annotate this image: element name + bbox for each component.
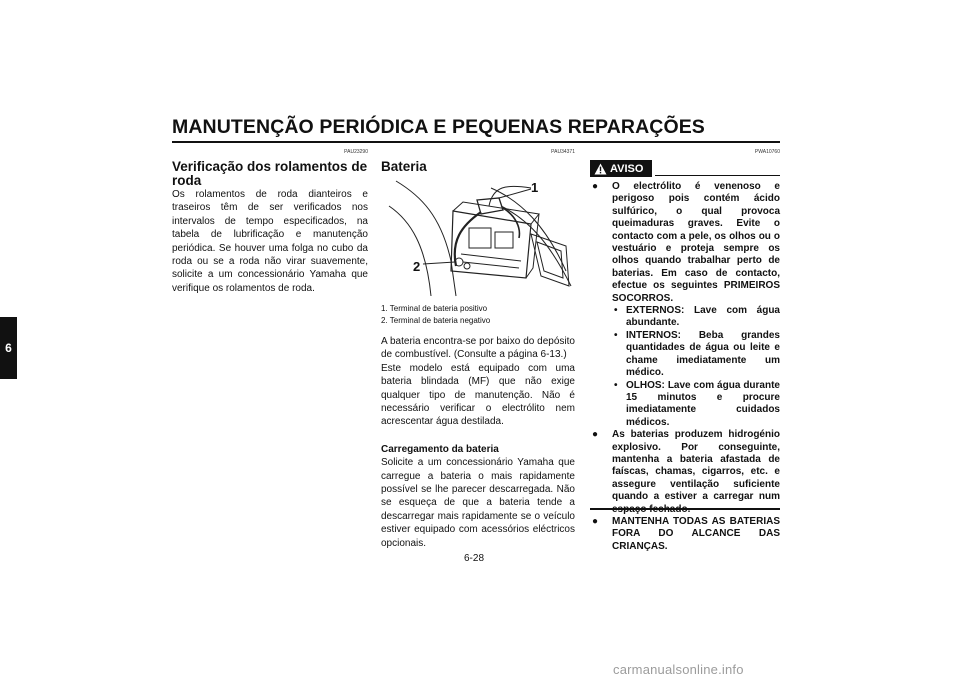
charging-heading: Carregamento da bateria [381,443,499,455]
warning-end-rule [590,508,780,510]
chapter-tab: 6 [0,317,17,379]
paragraph: A bateria encontra-se por baixo do depósito de combustível. (Consulte a página 6-13.) [381,336,575,361]
warning-item: ● As baterias produzem hidrogénio explosivo. Por conseguinte, mantenha a bateria afastada de faíscas, chamas, cigarros, etc. e assegure ventilação suficiente quando a estiver a carregar num [592,429,780,503]
bullet-icon: ● [592,181,599,192]
caption-item: 2. Terminal de bateria negativo [381,316,491,325]
warning-label [590,160,652,177]
warning-code: PWA10760 [754,149,780,155]
bullet-icon: ● [592,429,599,441]
page-title: MANUTENÇÃO PERIÓDICA E PEQUENAS REPARAÇÕES [172,116,705,138]
section-heading: Bateria [381,159,427,174]
warning-list [590,181,780,553]
section-body: Os rolamentos de roda dianteiros e traseiros têm de ser verificados nos intervalos de tempo especificados, na tabela de lubrificação e manutenção periódica. Se houver uma folga no cubo da roda ou se a roda não virar suavemente, solicite a um concessionário Yamaha que verifique os rolamentos de roda. [172,189,368,294]
section-code: PAU23290 [344,149,368,155]
callout-2: 2 [413,259,421,274]
dot-icon: • [614,379,618,391]
warning-rule [655,175,780,176]
warning-subitem: • INTERNOS: Beba grandes quantidades de água ou leite e chame imediatamente um médico. [614,329,780,379]
warning-item: ● O electrólito é venenoso e perigoso pois contém ácido sulfúrico, o qual provoca queimaduras graves. Evite o contacto com a pele, os olhos ou o vestuário e proteja sempre os olhos quando trabalhar perto de baterias. Em caso de contacto, efectue os seguintes PRIMEIROS SOCORROS. [592,181,780,304]
callout-1: 1 [531,180,539,195]
watermark: carmanualsonline.info [613,662,744,677]
paragraph: Este modelo está equipado com uma bateria blindada (MF) que não exige qualquer tipo de manutenção. Não é necessário verificar o electrólito nem acrescentar água destilada. [381,362,575,428]
battery-figure [381,176,575,300]
title-rule [172,141,780,143]
warning-item: ● MANTENHA TODAS AS BATERIAS FORA DO ALCANCE DAS CRIANÇAS. [592,515,780,552]
bullet-icon: ● [592,515,599,527]
dot-icon: • [614,305,618,317]
warning-label-text: AVISO [610,162,644,175]
dot-icon: • [614,329,618,341]
warning-triangle-icon [594,163,607,175]
caption-item: 1. Terminal de bateria positivo [381,304,488,313]
section-heading: Verificação dos rolamentos de roda [172,159,368,188]
charging-text: Solicite a um concessionário Yamaha que carregue a bateria o mais rapidamente possível se lhe parecer descarregada. Não se esqueça de que a bateria tende a descarregar mais rapidamente se o veículo estiver equipado com acessórios eléctricos opcionais. [381,457,575,549]
warning-subitem: • OLHOS: Lave com água durante 15 minutos e procure imediatamente cuidados médicos. [614,379,780,428]
figure-captions [381,303,575,327]
warning-subitem: • EXTERNOS: Lave com água abundante. [614,305,780,329]
battery-body [381,335,575,550]
section-code: PAU34371 [551,149,575,155]
page-number: 6-28 [464,553,485,564]
